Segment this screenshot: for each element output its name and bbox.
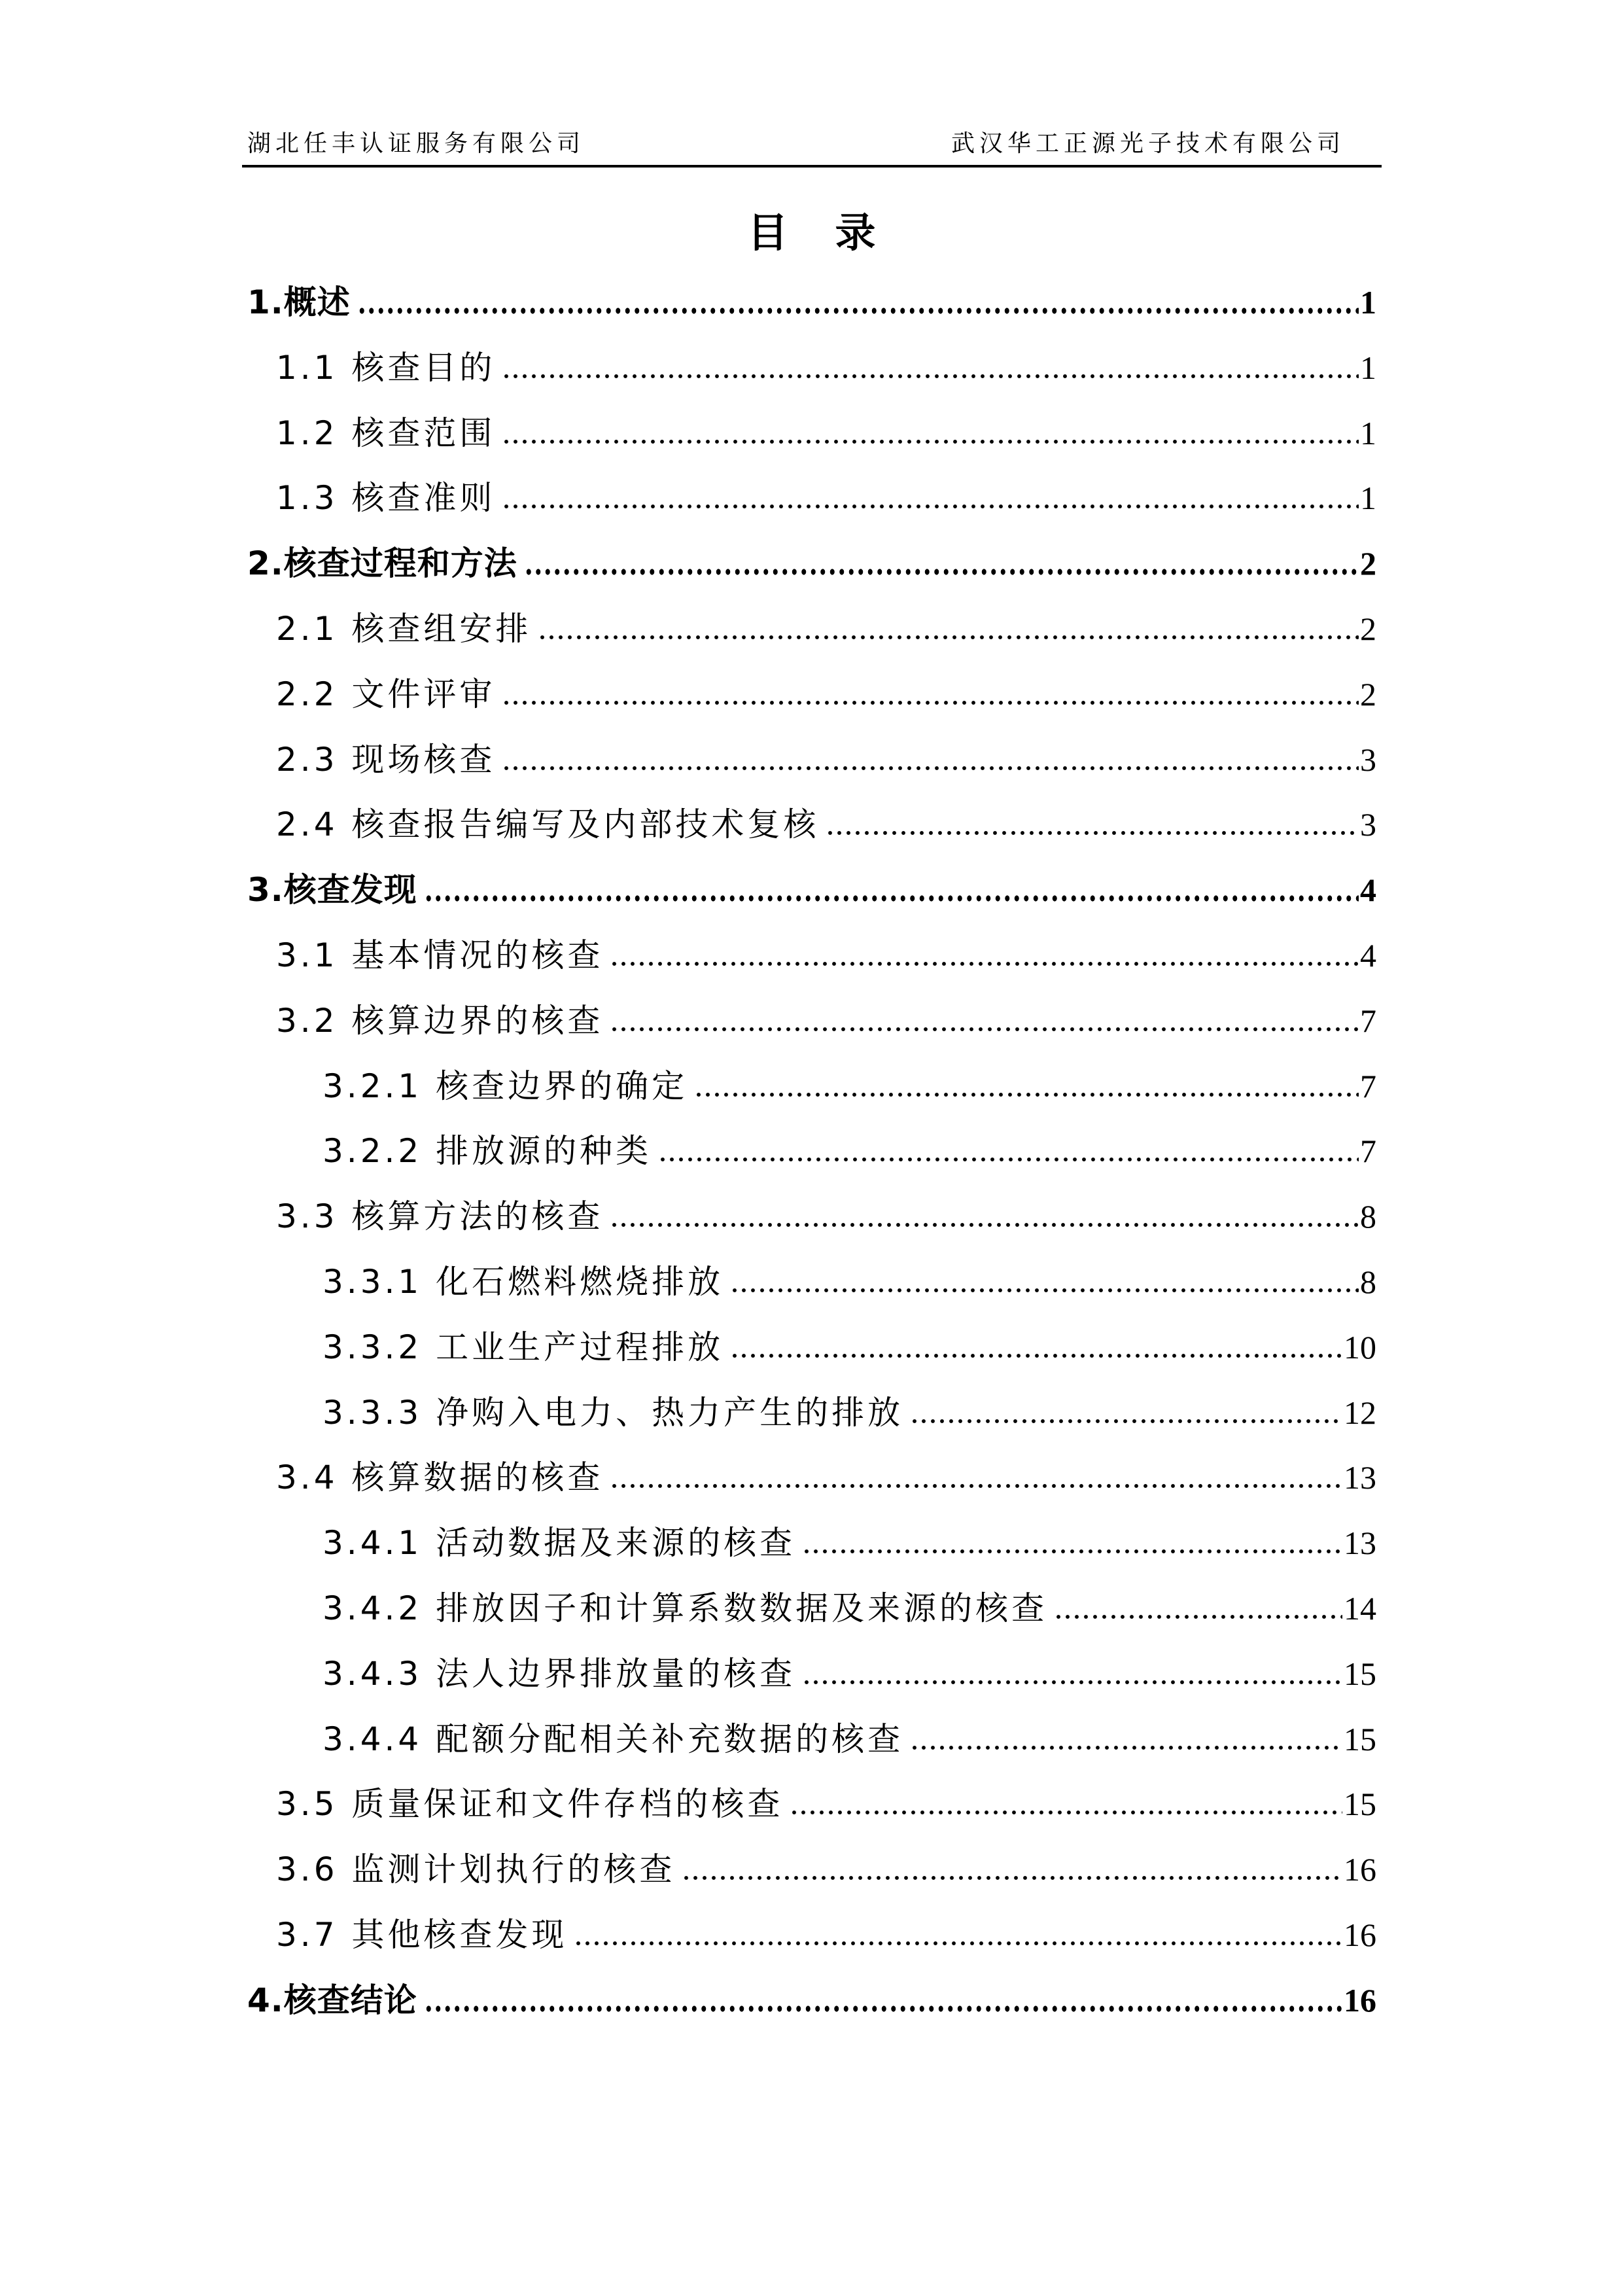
toc-entry-label: 2.核查过程和方法 (247, 544, 517, 583)
toc-entry[interactable] (247, 1772, 1376, 1837)
dot-leader (1054, 1613, 1342, 1621)
dot-leader (910, 1744, 1342, 1752)
toc-entry-label: 3.2.1 核查边界的确定 (323, 1067, 688, 1105)
toc-entry-label: 3.3.2 工业生产过程排放 (323, 1328, 724, 1366)
toc-entry-page: 13 (1344, 1525, 1376, 1562)
toc-entry-label: 1.概述 (247, 283, 351, 321)
toc-entry[interactable] (247, 1184, 1376, 1250)
toc-entry-page: 8 (1360, 1263, 1376, 1300)
toc-entry[interactable] (247, 1968, 1376, 2034)
toc-entry-label: 1.3 核查准则 (276, 479, 496, 518)
toc-entry-page: 4 (1360, 872, 1376, 909)
toc-entry-page: 12 (1344, 1394, 1376, 1431)
dot-leader (424, 894, 1359, 902)
dot-leader (502, 699, 1359, 707)
dot-leader (357, 307, 1359, 315)
toc-entry[interactable] (247, 923, 1376, 989)
toc-entry-page: 1 (1360, 414, 1376, 451)
toc-entry-label: 3.7 其他核查发现 (276, 1915, 568, 1954)
toc-entry[interactable] (247, 401, 1376, 467)
toc-entry-page: 8 (1360, 1198, 1376, 1235)
dot-leader (826, 829, 1359, 837)
toc-entry-page: 7 (1360, 1067, 1376, 1104)
toc-entry-label: 2.1 核查组安排 (276, 609, 532, 648)
toc-entry-page: 7 (1360, 1002, 1376, 1039)
dot-leader (424, 2005, 1342, 2013)
toc-entry[interactable] (247, 1511, 1376, 1576)
dot-leader (610, 960, 1359, 968)
toc-entry[interactable] (247, 792, 1376, 858)
dot-leader (730, 1352, 1342, 1360)
toc-entry-page: 15 (1344, 1786, 1376, 1823)
dot-leader (610, 1025, 1359, 1033)
toc-entry[interactable] (247, 1250, 1376, 1315)
toc-entry-page: 4 (1360, 936, 1376, 974)
header-divider (242, 165, 1382, 168)
toc-entry-label: 1.2 核查范围 (276, 414, 496, 452)
toc-entry[interactable] (247, 1903, 1376, 1968)
toc-entry-page: 16 (1344, 1916, 1376, 1953)
toc-entry[interactable] (247, 1576, 1376, 1642)
toc-entry[interactable] (247, 1445, 1376, 1511)
toc-entry[interactable] (247, 728, 1376, 793)
toc-entry-label: 2.2 文件评审 (276, 675, 496, 713)
toc-entry-page: 7 (1360, 1133, 1376, 1170)
dot-leader (802, 1678, 1342, 1686)
dot-leader (610, 1221, 1359, 1229)
toc-entry[interactable] (247, 336, 1376, 401)
toc-entry-label: 3.5 质量保证和文件存档的核查 (276, 1785, 784, 1824)
dot-leader (502, 503, 1359, 510)
toc-entry-label: 4.核查结论 (247, 1981, 417, 2019)
toc-entry[interactable] (247, 1315, 1376, 1381)
toc-entry-label: 2.3 现场核查 (276, 740, 496, 779)
toc-entry[interactable] (247, 1119, 1376, 1184)
page-title: 目录 (747, 209, 923, 256)
toc-entry-page: 13 (1344, 1459, 1376, 1496)
toc-entry-label: 3.3 核算方法的核查 (276, 1197, 604, 1236)
toc-entry[interactable] (247, 597, 1376, 662)
toc-entry[interactable] (247, 1707, 1376, 1773)
dot-leader (538, 633, 1359, 641)
dot-leader (790, 1809, 1342, 1816)
toc-entry-label: 2.4 核查报告编写及内部技术复核 (276, 805, 820, 844)
toc-entry-label: 3.2.2 排放源的种类 (323, 1132, 652, 1171)
toc-entry[interactable] (247, 531, 1376, 597)
toc-entry-page: 2 (1360, 610, 1376, 647)
toc-entry-page: 3 (1360, 741, 1376, 778)
toc-entry-page: 10 (1344, 1328, 1376, 1366)
toc-entry[interactable] (247, 858, 1376, 923)
toc-entry-page: 3 (1360, 806, 1376, 843)
dot-leader (730, 1286, 1359, 1294)
dot-leader (610, 1482, 1342, 1490)
toc-entry-label: 3.4.3 法人边界排放量的核查 (323, 1654, 796, 1693)
toc-entry-label: 3.6 监测计划执行的核查 (276, 1850, 676, 1889)
dot-leader (802, 1547, 1342, 1555)
dot-leader (682, 1874, 1342, 1882)
toc-entry-page: 15 (1344, 1720, 1376, 1757)
toc-entry-page: 2 (1360, 545, 1376, 582)
dot-leader (502, 764, 1359, 772)
header-right-company: 武汉华工正源光子技术有限公司 (951, 130, 1345, 157)
toc-entry-page: 1 (1360, 284, 1376, 321)
toc-entry-label: 3.3.3 净购入电力、热力产生的排放 (323, 1393, 904, 1432)
toc-entry-page: 15 (1344, 1655, 1376, 1692)
dot-leader (502, 438, 1359, 446)
toc-entry[interactable] (247, 1381, 1376, 1446)
header-left-company: 湖北任丰认证服务有限公司 (247, 130, 585, 157)
toc-entry-page: 16 (1344, 1851, 1376, 1888)
toc-entry-page: 1 (1360, 349, 1376, 386)
toc-entry-label: 3.4.1 活动数据及来源的核查 (323, 1524, 796, 1563)
toc-entry-label: 3.核查发现 (247, 871, 417, 910)
dot-leader (658, 1156, 1359, 1163)
dot-leader (694, 1091, 1359, 1099)
toc-entry[interactable] (247, 662, 1376, 728)
toc-entry-page: 2 (1360, 675, 1376, 713)
toc-entry[interactable] (247, 1837, 1376, 1903)
toc-entry-page: 14 (1344, 1589, 1376, 1627)
table-of-contents (247, 270, 1376, 2034)
toc-entry-label: 3.3.1 化石燃料燃烧排放 (323, 1262, 724, 1301)
toc-entry-label: 3.4.4 配额分配相关补充数据的核查 (323, 1720, 904, 1758)
toc-entry[interactable] (247, 1054, 1376, 1120)
toc-entry[interactable] (247, 270, 1376, 336)
dot-leader (574, 1939, 1342, 1947)
toc-entry-label: 3.1 基本情况的核查 (276, 936, 604, 974)
page-header (242, 124, 1382, 168)
dot-leader (910, 1417, 1342, 1425)
toc-entry-page: 1 (1360, 480, 1376, 517)
toc-entry[interactable] (247, 1642, 1376, 1707)
toc-entry-label: 3.2 核算边界的核查 (276, 1001, 604, 1040)
toc-entry-label: 1.1 核查目的 (276, 348, 496, 387)
toc-entry-page: 16 (1344, 1981, 1376, 2019)
toc-entry-label: 3.4.2 排放因子和计算系数数据及来源的核查 (323, 1589, 1048, 1627)
dot-leader (502, 372, 1359, 380)
toc-entry[interactable] (247, 466, 1376, 531)
toc-entry[interactable] (247, 989, 1376, 1054)
toc-entry-label: 3.4 核算数据的核查 (276, 1458, 604, 1497)
dot-leader (524, 568, 1359, 576)
